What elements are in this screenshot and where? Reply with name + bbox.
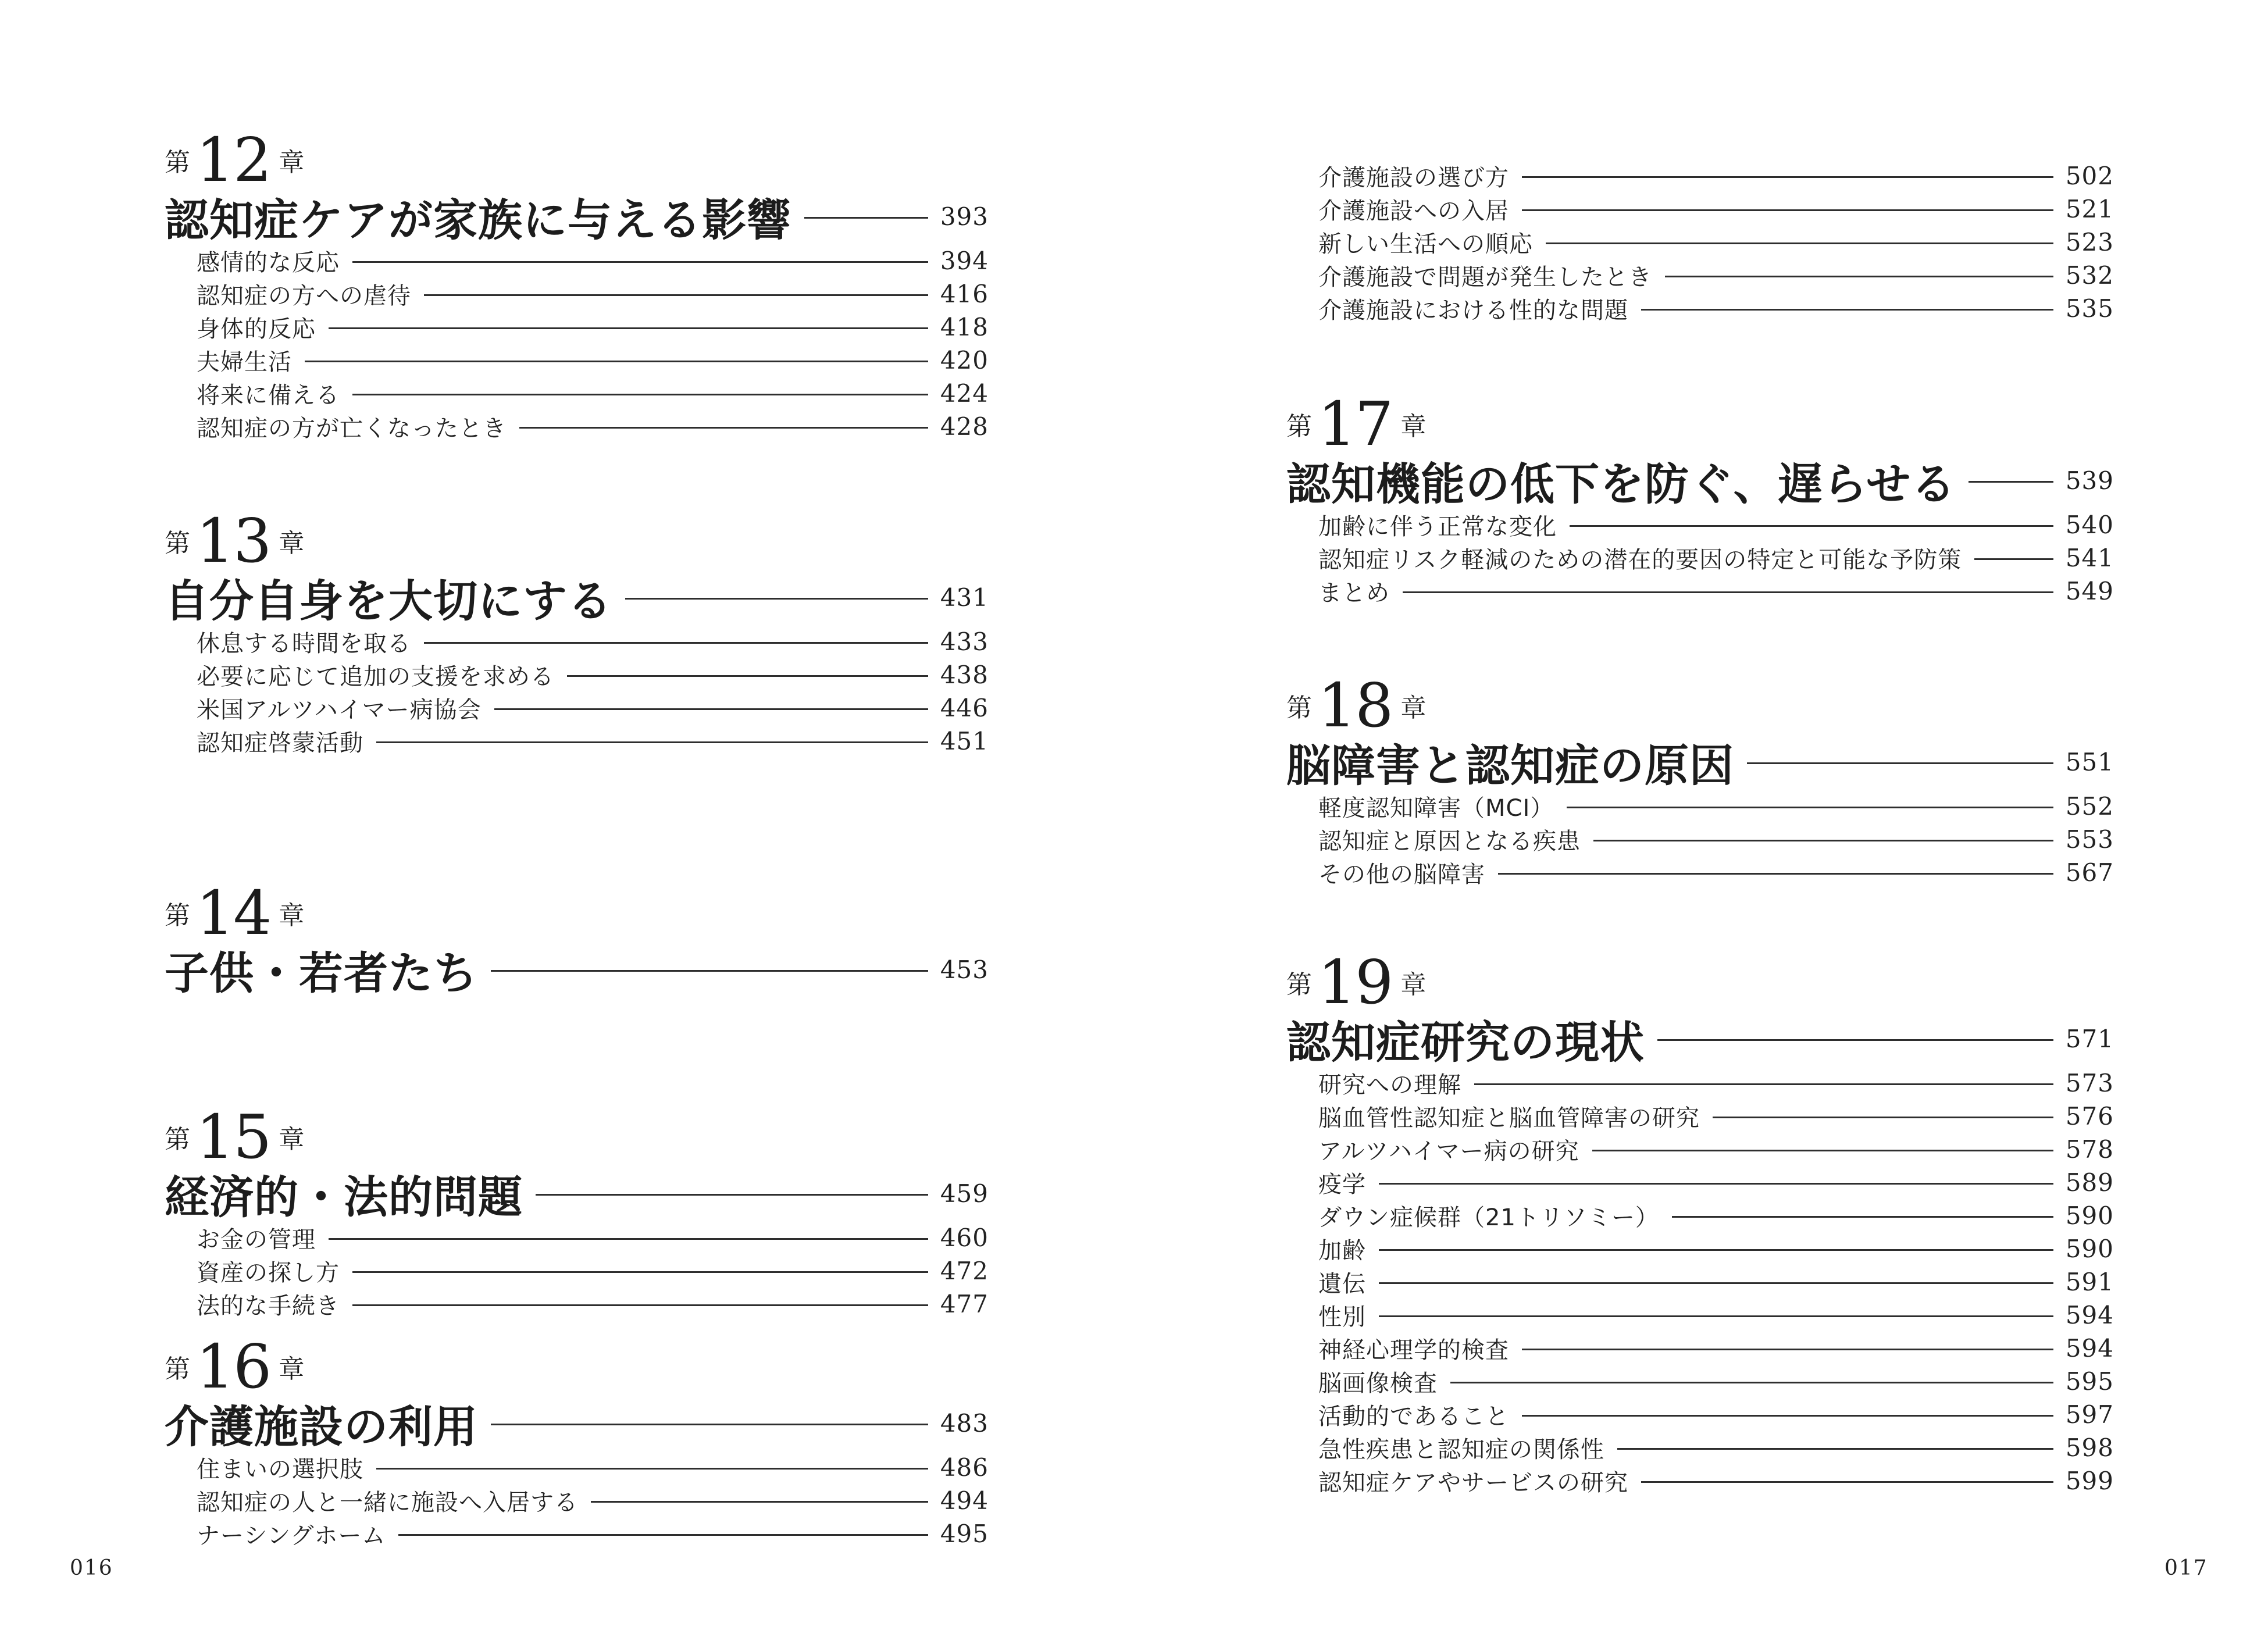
- section-title: 神経心理学的検査: [1318, 1337, 1509, 1364]
- section-title: 遺伝: [1318, 1271, 1366, 1297]
- toc-entry: [1318, 292, 2114, 325]
- leader-line: [1379, 1315, 2053, 1317]
- leader-line: [329, 327, 928, 329]
- page-number: 598: [2065, 1433, 2114, 1462]
- section-title: 認知症の方への虐待: [197, 283, 411, 309]
- section-title: 介護施設における性的な問題: [1318, 297, 1628, 324]
- section-title: 認知症啓蒙活動: [197, 730, 363, 757]
- leader-line: [1593, 840, 2053, 841]
- section-title: 夫婦生活: [197, 349, 292, 376]
- leader-line: [1546, 242, 2053, 244]
- chapter-number: 15: [196, 1101, 271, 1172]
- page-number: 495: [940, 1520, 989, 1548]
- chapter-prefix: 第: [165, 1125, 190, 1154]
- page-number: 521: [2065, 195, 2114, 223]
- leader-line: [424, 294, 928, 296]
- chapter-number: 12: [196, 124, 271, 195]
- page-number: 552: [2065, 792, 2114, 821]
- chapter-title: 子供・若者たち: [165, 947, 478, 999]
- chapter-suffix: 章: [279, 1125, 305, 1154]
- section-title: 必要に応じて追加の支援を求める: [197, 664, 554, 690]
- chapter-prefix: 第: [1286, 412, 1312, 441]
- toc-chapter-entry: [1286, 453, 2114, 508]
- chapter-suffix: 章: [1400, 693, 1427, 723]
- page-number: 502: [2065, 162, 2114, 190]
- page-number: 549: [2065, 577, 2114, 605]
- toc-entry: [197, 377, 989, 410]
- section-title: 加齢: [1318, 1237, 1366, 1264]
- toc-entry: [197, 1221, 989, 1254]
- page-number: 459: [940, 1179, 989, 1208]
- section-title: 性別: [1318, 1304, 1366, 1331]
- leader-line: [1657, 1039, 2053, 1041]
- page-number: 551: [2065, 748, 2114, 776]
- toc-entry: [1318, 1067, 2114, 1100]
- chapter-title: 認知機能の低下を防ぐ、遅らせる: [1286, 458, 1956, 510]
- toc-entry: [197, 625, 989, 658]
- page-number: 599: [2065, 1467, 2114, 1495]
- page-number: 541: [2065, 544, 2114, 572]
- chapter-suffix: 章: [279, 1354, 305, 1384]
- section-title: 軽度認知障害（MCI）: [1318, 795, 1554, 822]
- page-number: 540: [2065, 511, 2114, 539]
- toc-entry: [197, 277, 989, 311]
- section-title: 認知症と原因となる疾患: [1318, 828, 1581, 855]
- leader-line: [305, 361, 928, 362]
- page-number: 483: [940, 1409, 989, 1438]
- chapter-number: 14: [196, 878, 271, 948]
- page-number: 595: [2065, 1367, 2114, 1396]
- toc-entry: [197, 344, 989, 377]
- page-number: 539: [2065, 466, 2114, 495]
- leader-line: [352, 394, 928, 395]
- toc-entry: [197, 311, 989, 344]
- leader-line: [494, 708, 928, 710]
- page-number: 591: [2065, 1268, 2114, 1296]
- toc-entry: [197, 1484, 989, 1517]
- page-number: 523: [2065, 228, 2114, 256]
- page-number: 597: [2065, 1400, 2114, 1429]
- chapter-number: 18: [1318, 670, 1393, 741]
- chapter-title: 自分自身を大切にする: [165, 575, 612, 627]
- toc-entry: [1318, 226, 2114, 259]
- leader-line: [591, 1501, 928, 1503]
- leader-line: [1641, 309, 2053, 311]
- section-title: アルツハイマー病の研究: [1318, 1138, 1579, 1165]
- toc-entry: [1318, 1299, 2114, 1332]
- page-number: 594: [2065, 1301, 2114, 1329]
- leader-line: [1570, 525, 2053, 527]
- leader-line: [352, 1271, 928, 1273]
- leader-line: [1498, 873, 2053, 875]
- leader-line: [1474, 1083, 2053, 1085]
- section-title: 新しい生活への順応: [1318, 231, 1533, 258]
- toc-entry: [197, 1288, 989, 1321]
- toc-entry: [1318, 823, 2114, 856]
- leader-line: [519, 427, 928, 429]
- toc-entry: [1318, 1100, 2114, 1133]
- section-title: 認知症の方が亡くなったとき: [197, 415, 507, 442]
- toc-entry: [1318, 541, 2114, 575]
- leader-line: [1522, 1415, 2053, 1417]
- leader-line: [1379, 1183, 2053, 1185]
- toc-chapter-entry: [165, 189, 989, 244]
- chapter-19-number-label: [1286, 947, 2114, 1018]
- leader-line: [352, 1304, 928, 1306]
- chapter-18-number-label: [1286, 670, 2114, 741]
- toc-entry: [1318, 192, 2114, 226]
- chapter-suffix: 章: [279, 529, 305, 558]
- page-number: 418: [940, 313, 989, 341]
- leader-line: [1969, 481, 2053, 483]
- page-number: 571: [2065, 1025, 2114, 1053]
- section-title: 認知症の人と一緒に施設へ入居する: [197, 1489, 578, 1516]
- toc-entry: [1318, 1133, 2114, 1166]
- page-number: 590: [2065, 1235, 2114, 1263]
- chapter-18-block: [1286, 670, 2114, 889]
- section-title: 脳画像検査: [1318, 1370, 1438, 1397]
- toc-entry: [1318, 259, 2114, 292]
- chapter-16-continued-block: [1286, 159, 2114, 325]
- toc-chapter-entry: [165, 1396, 989, 1451]
- section-title: 感情的な反応: [197, 249, 340, 276]
- chapter-prefix: 第: [165, 901, 190, 930]
- toc-chapter-entry: [165, 1166, 989, 1221]
- page-number: 576: [2065, 1102, 2114, 1130]
- chapter-17-number-label: [1286, 388, 2114, 459]
- chapter-14-block: [165, 878, 989, 999]
- toc-chapter-entry: [165, 942, 989, 997]
- chapter-suffix: 章: [279, 901, 305, 930]
- section-title: 法的な手続き: [197, 1293, 340, 1319]
- toc-entry: [1318, 856, 2114, 889]
- chapter-number: 13: [196, 505, 271, 576]
- leader-line: [1379, 1249, 2053, 1251]
- leader-line: [376, 1468, 928, 1470]
- toc-entry: [1318, 1232, 2114, 1265]
- leader-line: [1592, 1150, 2053, 1151]
- page-number: 477: [940, 1290, 989, 1318]
- left-page-folio: 016: [70, 1556, 113, 1580]
- chapter-15-number-label: [165, 1101, 989, 1172]
- page-number: 431: [940, 583, 989, 612]
- leader-line: [1672, 1216, 2053, 1218]
- section-title: まとめ: [1318, 580, 1390, 607]
- leader-line: [1450, 1382, 2053, 1383]
- toc-entry: [197, 725, 989, 758]
- chapter-13-block: [165, 505, 989, 758]
- page-number: 532: [2065, 261, 2114, 290]
- page-number: 453: [940, 955, 989, 984]
- toc-entry: [197, 658, 989, 691]
- leader-line: [1713, 1117, 2053, 1118]
- page-number: 446: [940, 694, 989, 722]
- section-title: 介護施設の選び方: [1318, 165, 1509, 191]
- toc-entry: [1318, 1431, 2114, 1464]
- toc-entry: [1318, 1464, 2114, 1497]
- leader-line: [491, 1424, 928, 1425]
- toc-entry: [197, 410, 989, 443]
- page-number: 553: [2065, 825, 2114, 854]
- leader-line: [1379, 1282, 2053, 1284]
- leader-line: [625, 598, 928, 600]
- leader-line: [536, 1194, 928, 1196]
- toc-entry: [1318, 1166, 2114, 1199]
- leader-line: [424, 642, 928, 644]
- section-title: ダウン症候群（21トリソミー）: [1318, 1204, 1659, 1231]
- leader-line: [1522, 176, 2053, 178]
- section-title: 研究への理解: [1318, 1072, 1461, 1099]
- page-number: 424: [940, 379, 989, 408]
- section-title: 認知症リスク軽減のための潜在的要因の特定と可能な予防策: [1318, 547, 1962, 573]
- leader-line: [352, 261, 928, 263]
- section-title: その他の脳障害: [1318, 861, 1485, 888]
- page-number: 573: [2065, 1069, 2114, 1097]
- page-number: 578: [2065, 1135, 2114, 1164]
- page-number: 486: [940, 1453, 989, 1482]
- toc-entry: [1318, 508, 2114, 541]
- chapter-number: 17: [1318, 388, 1393, 459]
- toc-entry: [1318, 1199, 2114, 1232]
- leader-line: [1567, 807, 2053, 808]
- chapter-19-block: [1286, 947, 2114, 1497]
- section-title: 将来に備える: [197, 382, 340, 409]
- chapter-17-block: [1286, 388, 2114, 608]
- toc-entry: [1318, 1365, 2114, 1398]
- toc-entry: [1318, 1398, 2114, 1431]
- page-number: 438: [940, 661, 989, 689]
- chapter-prefix: 第: [1286, 693, 1312, 723]
- page-number: 567: [2065, 858, 2114, 887]
- chapter-suffix: 章: [1400, 970, 1427, 1000]
- toc-entry: [197, 244, 989, 277]
- page-number: 394: [940, 247, 989, 275]
- section-title: 脳血管性認知症と脳血管障害の研究: [1318, 1105, 1700, 1132]
- leader-line: [567, 675, 928, 677]
- section-title: 身体的反応: [197, 316, 316, 343]
- chapter-suffix: 章: [1400, 412, 1427, 441]
- section-title: ナーシングホーム: [197, 1522, 386, 1549]
- chapter-prefix: 第: [1286, 970, 1312, 1000]
- section-title: 資産の探し方: [197, 1260, 340, 1286]
- chapter-title: 認知症ケアが家族に与える影響: [165, 194, 791, 246]
- page-number: 535: [2065, 294, 2114, 323]
- leader-line: [1617, 1448, 2053, 1450]
- section-title: 疫学: [1318, 1171, 1366, 1198]
- leader-line: [1522, 209, 2053, 211]
- chapter-number: 16: [196, 1331, 271, 1402]
- chapter-16-block: [165, 1331, 989, 1550]
- chapter-12-number-label: [165, 124, 989, 195]
- chapter-number: 19: [1318, 947, 1393, 1018]
- page-number: 433: [940, 627, 989, 656]
- toc-entry: [1318, 159, 2114, 192]
- section-title: 認知症ケアやサービスの研究: [1318, 1470, 1628, 1496]
- page-number: 594: [2065, 1334, 2114, 1363]
- chapter-prefix: 第: [165, 529, 190, 558]
- section-title: 介護施設への入居: [1318, 198, 1509, 224]
- chapter-12-block: [165, 124, 989, 443]
- leader-line: [1641, 1481, 2053, 1483]
- chapter-title: 経済的・法的問題: [165, 1171, 523, 1223]
- page-number: 428: [940, 412, 989, 441]
- leader-line: [1665, 276, 2053, 277]
- leader-line: [1522, 1349, 2053, 1350]
- section-title: 住まいの選択肢: [197, 1456, 363, 1483]
- chapter-16-number-label: [165, 1331, 989, 1402]
- chapter-13-number-label: [165, 505, 989, 576]
- toc-entry: [197, 691, 989, 725]
- section-title: 休息する時間を取る: [197, 630, 411, 657]
- page-number: 451: [940, 727, 989, 755]
- leader-line: [491, 970, 928, 972]
- chapter-title: 介護施設の利用: [165, 1401, 478, 1453]
- page-number: 420: [940, 346, 989, 375]
- page-number: 393: [940, 202, 989, 231]
- leader-line: [398, 1534, 928, 1536]
- section-title: 急性疾患と認知症の関係性: [1318, 1436, 1604, 1463]
- chapter-prefix: 第: [165, 148, 190, 177]
- chapter-prefix: 第: [165, 1354, 190, 1384]
- chapter-14-number-label: [165, 878, 989, 948]
- leader-line: [1974, 558, 2053, 560]
- toc-entry: [1318, 575, 2114, 608]
- page-number: 494: [940, 1486, 989, 1515]
- leader-line: [804, 217, 928, 219]
- toc-chapter-entry: [1286, 1011, 2114, 1067]
- toc-entry: [1318, 1332, 2114, 1365]
- page-number: 589: [2065, 1168, 2114, 1197]
- page-number: 590: [2065, 1201, 2114, 1230]
- toc-entry: [197, 1254, 989, 1288]
- page-number: 460: [940, 1224, 989, 1252]
- section-title: 米国アルツハイマー病協会: [197, 697, 482, 723]
- section-title: 加齢に伴う正常な変化: [1318, 513, 1557, 540]
- leader-line: [1403, 591, 2053, 593]
- chapter-title: 認知症研究の現状: [1286, 1017, 1645, 1068]
- leader-line: [1747, 762, 2053, 764]
- toc-chapter-entry: [1286, 734, 2114, 790]
- section-title: お金の管理: [197, 1226, 316, 1253]
- section-title: 活動的であること: [1318, 1403, 1509, 1430]
- section-title: 介護施設で問題が発生したとき: [1318, 264, 1652, 291]
- chapter-title: 脳障害と認知症の原因: [1286, 740, 1734, 791]
- page-number: 416: [940, 280, 989, 308]
- chapter-suffix: 章: [279, 148, 305, 177]
- toc-chapter-entry: [165, 570, 989, 625]
- chapter-15-block: [165, 1101, 989, 1321]
- leader-line: [329, 1238, 928, 1240]
- toc-entry: [197, 1451, 989, 1484]
- toc-entry: [1318, 1265, 2114, 1299]
- leader-line: [376, 741, 928, 743]
- right-page-folio: 017: [2164, 1556, 2208, 1580]
- toc-entry: [197, 1517, 989, 1550]
- page-number: 472: [940, 1257, 989, 1285]
- toc-entry: [1318, 790, 2114, 823]
